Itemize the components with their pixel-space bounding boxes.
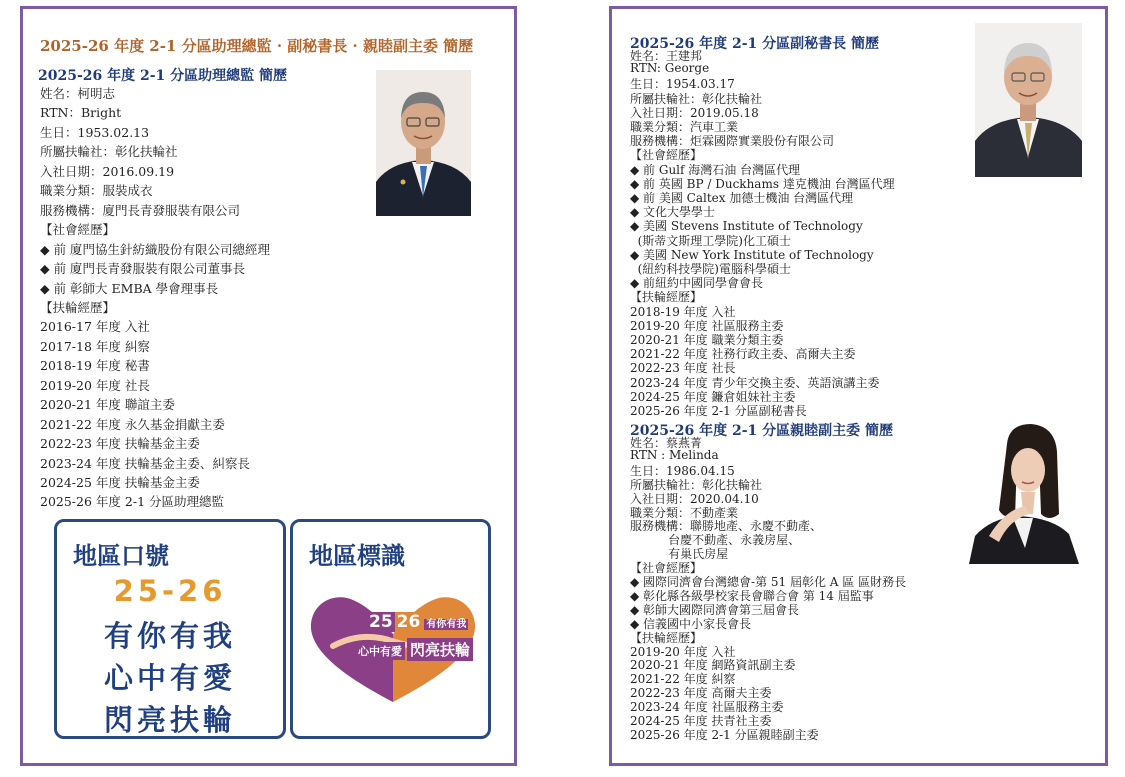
assistant-governor-bio-line: ◆ 前 彰師大 EMBA 學會理事長 [40,280,219,296]
deputy-secretary-bio-line: ◆ 前紐約中國同學會會長 [630,276,764,291]
deputy-secretary-bio-line: 2021-22 年度 社務行政主委、高爾夫主委 [630,347,856,362]
logo-num-26: 26 [396,612,421,632]
assistant-governor-bio-line: 生日：1953.02.13 [40,124,150,140]
fellowship-deputy-bio-line: 所屬扶輪社：彰化扶輪社 [630,477,763,492]
logo-line-3: 閃亮扶輪 [407,638,473,661]
deputy-secretary-bio-line: 2019-20 年度 社區服務主委 [630,318,784,333]
assistant-governor-bio-line: 服務機構：廈門長青發服裝有限公司 [40,202,241,218]
slogan-box [54,519,286,739]
assistant-governor-bio-line: 2023-24 年度 扶輪基金主委、糾察長 [40,455,250,471]
deputy-secretary-bio-line: ◆ 前 Gulf 海灣石油 台灣區代理 [630,162,801,177]
logo-box [290,519,491,739]
deputy-secretary-bio-line: ◆ 美國 Stevens Institute of Technology [630,219,863,234]
fellowship-deputy-bio-line: ◆ 信義國中小家長會長 [630,616,752,631]
assistant-governor-bio-line: 2022-23 年度 扶輪基金主委 [40,436,200,452]
assistant-governor-bio-line: 2019-20 年度 社長 [40,377,150,393]
fellowship-deputy-bio-line: 入社日期：2020.04.10 [630,491,759,506]
fellowship-deputy-bio-line: 有巢氏房屋 [630,547,729,562]
section-title-assistant-governor: 2025-26 年度 2-1 分區助理總監 簡歷 [38,68,288,84]
assistant-governor-bio-line: 所屬扶輪社：彰化扶輪社 [40,144,178,160]
fellowship-deputy-bio-line: 2020-21 年度 網路資訊副主委 [630,658,796,673]
portrait-photo-ke-ming-zhi [376,70,471,216]
deputy-secretary-bio-line: ◆ 美國 New York Institute of Technology [630,247,874,262]
deputy-secretary-bio-line: 2018-19 年度 入社 [630,304,736,319]
assistant-governor-bio-line: ◆ 前 廈門協生針紡織股份有限公司總經理 [40,241,271,257]
deputy-secretary-bio-line: ◆ 文化大學學士 [630,205,716,220]
deputy-secretary-bio-line: ◆ 前 英國 BP / Duckhams 達克機油 台灣區代理 [630,176,895,191]
fellowship-deputy-bio-line: 服務機構：聯勝地產、永慶不動產、 [630,519,823,534]
deputy-secretary-bio-line: 所屬扶輪社：彰化扶輪社 [630,91,763,106]
deputy-secretary-bio-line: 2024-25 年度 鐮倉姐妹社主委 [630,389,796,404]
deputy-secretary-bio-line: 【社會經歷】 [630,148,703,163]
slogan-box-title: 地區口號 [73,542,169,570]
right-page [609,6,1108,766]
assistant-governor-bio-line: 2020-21 年度 聯誼主委 [40,397,175,413]
fellowship-deputy-bio-line: 生日：1986.04.15 [630,463,735,478]
fellowship-deputy-bio-line: 職業分類：不動產業 [630,505,739,520]
deputy-secretary-bio-line: (斯蒂文斯理工學院)化工碩士 [630,233,791,248]
fellowship-deputy-bio-line: 2025-26 年度 2-1 分區親睦副主委 [630,727,819,742]
assistant-governor-bio-line: 職業分類：服裝成衣 [40,183,153,199]
logo-small-text: 有你有我 [426,619,467,630]
fellowship-deputy-bio-line: ◆ 彰師大國際同濟會第三屆會長 [630,602,800,617]
assistant-governor-bio-line: 入社日期：2016.09.19 [40,163,175,179]
assistant-governor-bio-line: 2025-26 年度 2-1 分區助理總監 [40,494,224,510]
assistant-governor-bio-line: 2021-22 年度 永久基金捐獻主委 [40,416,225,432]
fellowship-deputy-bio-line: 2023-24 年度 社區服務主委 [630,700,784,715]
deputy-secretary-bio-line: 2020-21 年度 職業分類主委 [630,333,784,347]
fellowship-deputy-bio-line: ◆ 國際同濟會台灣總會-第 51 屆彰化 A 區 區財務長 [630,575,907,589]
logo-text-group [367,612,468,632]
assistant-governor-bio-line: 2018-19 年度 秘書 [40,358,150,374]
deputy-secretary-bio-line: 2023-24 年度 青少年交換主委、英語演講主委 [630,375,880,390]
slogan-line-1: 有你有我 [103,619,236,653]
assistant-governor-bio-line: 2017-18 年度 糾察 [40,338,150,354]
section-title-deputy-secretary: 2025-26 年度 2-1 分區副秘書長 簡歷 [630,36,880,52]
section-title-fellowship-deputy: 2025-26 年度 2-1 分區親睦副主委 簡歷 [630,423,894,439]
logo-box-title: 地區標識 [309,542,405,570]
deputy-secretary-bio-line: 服務機構：炬霖國際實業股份有限公司 [630,134,835,149]
fellowship-deputy-bio-line: ◆ 彰化縣各級學校家長會聯合會 第 14 屆監事 [630,588,874,603]
left-page [20,6,517,766]
fellowship-deputy-bio-line: 2024-25 年度 扶青社主委 [630,714,772,728]
deputy-secretary-bio-line: RTN: George [630,61,710,76]
deputy-secretary-bio-line: 生日：1954.03.17 [630,77,735,92]
page-header-title: 2025-26 年度 2-1 分區助理總監 · 副秘書長 · 親睦副主委 簡歷 [40,37,474,55]
fellowship-deputy-bio-line: 姓名：蔡燕菁 [630,436,703,450]
assistant-governor-bio-line: 【社會經歷】 [40,222,116,238]
assistant-governor-bio-line: 2016-17 年度 入社 [40,319,150,335]
deputy-secretary-bio-line: 入社日期：2019.05.18 [630,105,759,120]
deputy-secretary-bio-line: 2022-23 年度 社長 [630,361,736,376]
district-logo [303,586,483,706]
assistant-governor-bio-line: 2024-25 年度 扶輪基金主委 [40,475,200,490]
portrait-photo-cai-yan-jing [969,418,1094,564]
assistant-governor-bio-line: 【扶輪經歷】 [40,299,116,315]
logo-num-25: 25 [369,612,393,632]
fellowship-deputy-bio-line: 2021-22 年度 糾察 [630,672,736,687]
deputy-secretary-bio-line: (紐約科技學院)電腦科學碩士 [630,262,791,276]
deputy-secretary-bio-line: ◆ 前 美國 Caltex 加德士機油 台灣區代理 [630,191,854,205]
fellowship-deputy-bio-line: 【社會經歷】 [630,561,703,576]
deputy-secretary-bio-line: 職業分類：汽車工業 [630,120,739,134]
fellowship-deputy-bio-line: 台慶不動產、永義房屋、 [630,533,801,548]
assistant-governor-bio-line: ◆ 前 廈門長青發服裝有限公司董事長 [40,261,246,277]
fellowship-deputy-bio-line: 2019-20 年度 入社 [630,644,736,659]
fellowship-deputy-bio-line: RTN : Melinda [630,447,719,462]
fellowship-deputy-bio-line: 2022-23 年度 高爾夫主委 [630,686,772,701]
logo-line-2: 心中有愛 [355,642,405,660]
slogan-line-2: 心中有愛 [103,661,236,695]
deputy-secretary-bio-line: 2025-26 年度 2-1 分區副秘書長 [630,404,807,418]
assistant-governor-bio-line: RTN：Bright [40,105,122,121]
portrait-photo-wang-jian-bang [975,23,1082,177]
fellowship-deputy-bio-line: 【扶輪經歷】 [630,630,703,645]
assistant-governor-bio-line: 姓名：柯明志 [40,86,116,101]
deputy-secretary-bio-line: 姓名：王建邦 [630,49,703,63]
slogan-line-3: 閃亮扶輪 [103,703,236,737]
deputy-secretary-bio-line: 【扶輪經歷】 [630,290,703,305]
slogan-year: 25-26 [113,574,227,608]
